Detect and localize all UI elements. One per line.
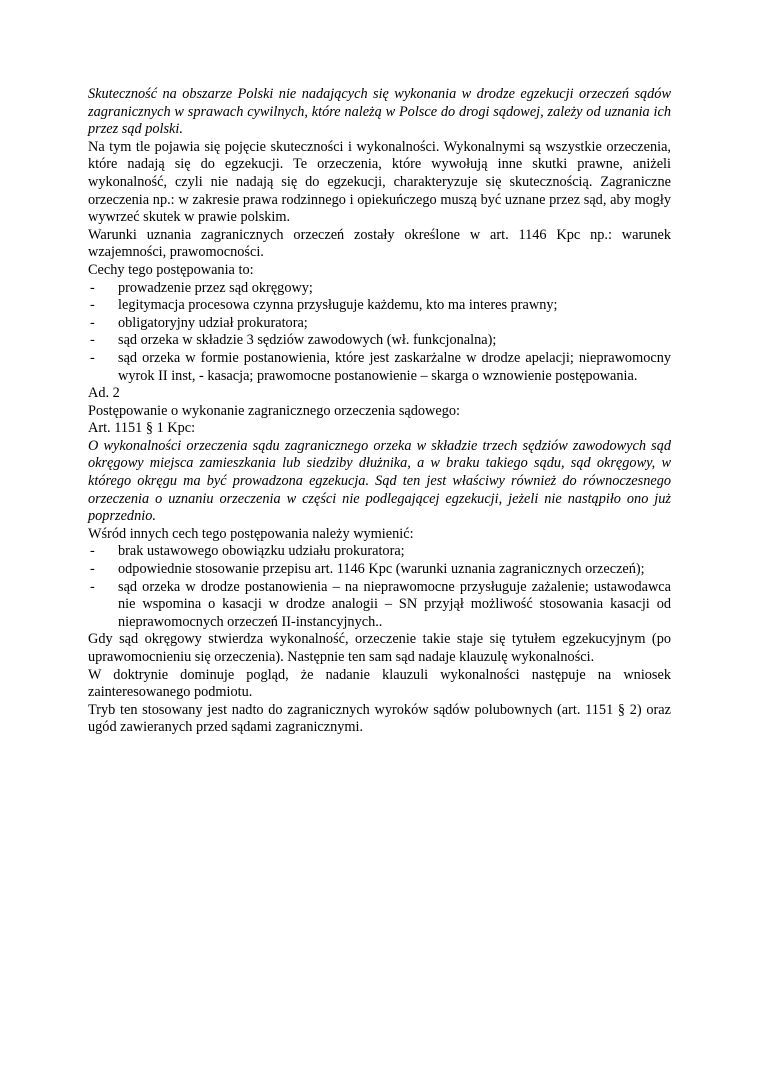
list-item: - sąd orzeka w formie postanowienia, które jest zaskarżalne w drodze apelacji; nieprawomocny wyrok II inst, - kasacja; prawomocne postanowienie – skarga o wznowienie postępowania. bbox=[88, 350, 671, 385]
other-features-list bbox=[88, 543, 671, 631]
list-item: - legitymacja procesowa czynna przysługuje każdemu, kto ma interes prawny; bbox=[88, 297, 671, 315]
list-item: - odpowiednie stosowanie przepisu art. 1146 Kpc (warunki uznania zagranicznych orzeczeń); bbox=[88, 561, 671, 579]
list-item: - prowadzenie przez sąd okręgowy; bbox=[88, 280, 671, 298]
intro-italic-paragraph: Skuteczność na obszarze Polski nie nadających się wykonania w drodze egzekucji orzeczeń sądów zagranicznych w sprawach cywilnych, które należą w Polsce do drogi sądowej, zależy od uznania ich przez sąd polski. bbox=[88, 86, 671, 138]
article-quote: O wykonalności orzeczenia sądu zagranicznego orzeka w składzie trzech sędziów zawodowych sąd okręgowy miejsca zamieszkania lub siedziby dłużnika, a w braku takiego sądu, sąd okręgowy, w którego okręgu ma być prowadzona egzekucja. Sąd ten jest właściwy również do równoczesnego orzeczenia o uznaniu orzeczenia w części nie podlegającej egzekucji, jeżeli nie nastąpiło ono już poprzednio. bbox=[88, 437, 671, 525]
features-list bbox=[88, 280, 671, 386]
section-title: Postępowanie o wykonanie zagranicznego orzeczenia sądowego: bbox=[88, 402, 460, 419]
document-page bbox=[88, 86, 671, 737]
list-item: - sąd orzeka w drodze postanowienia – na nieprawomocne przysługuje zażalenie; ustawodawca nie wspomina o kasacji w drodze analogii – SN przyjął możliwość stosowania kasacji od nieprawomocnych orzeczeń II-instancyjnych.. bbox=[88, 579, 671, 632]
recognition-conditions-paragraph: Warunki uznania zagranicznych orzeczeń zostały określone w art. 1146 Kpc np.: warunek wzajemności, prawomocności. bbox=[88, 226, 671, 261]
article-reference: Art. 1151 § 1 Kpc: bbox=[88, 420, 196, 437]
list-item: - brak ustawowego obowiązku udziału prokuratora; bbox=[88, 543, 671, 561]
arbitration-paragraph: Tryb ten stosowany jest nadto do zagranicznych wyroków sądów polubownych (art. 1151 § 2) oraz ugód zawieranych przed sądami zagranicznymi. bbox=[88, 701, 671, 736]
list-item: - sąd orzeka w składzie 3 sędziów zawodowych (wł. funkcjonalna); bbox=[88, 332, 671, 350]
effectiveness-paragraph: Na tym tle pojawia się pojęcie skuteczności i wykonalności. Wykonalnymi są wszystkie orzeczenia, które nadają się do egzekucji. Te orzeczenia, które wywołują inne skutki prawne, aniżeli wykonalność, czyli nie nadają się do egzekucji, charakteryzuje się skutecznością. Zagraniczne orzeczenia np.: w zakresie prawa rodzinnego i opiekuńczego muszą być uznane przez sąd, aby mogły wywrzeć skutek w prawie polskim. bbox=[88, 138, 671, 226]
other-features-heading: Wśród innych cech tego postępowania należy wymienić: bbox=[88, 525, 414, 542]
enforceability-paragraph: Gdy sąd okręgowy stwierdza wykonalność, orzeczenie takie staje się tytułem egzekucyjnym (po uprawomocnieniu się orzeczenia). Następnie ten sam sąd nadaje klauzulę wykonalności. bbox=[88, 631, 671, 665]
features-heading: Cechy tego postępowania to: bbox=[88, 261, 254, 278]
list-item: - obligatoryjny udział prokuratora; bbox=[88, 315, 671, 333]
doctrine-paragraph: W doktrynie dominuje pogląd, że nadanie klauzuli wykonalności następuje na wniosek zainteresowanego podmiotu. bbox=[88, 666, 671, 701]
section-number: Ad. 2 bbox=[88, 385, 120, 402]
